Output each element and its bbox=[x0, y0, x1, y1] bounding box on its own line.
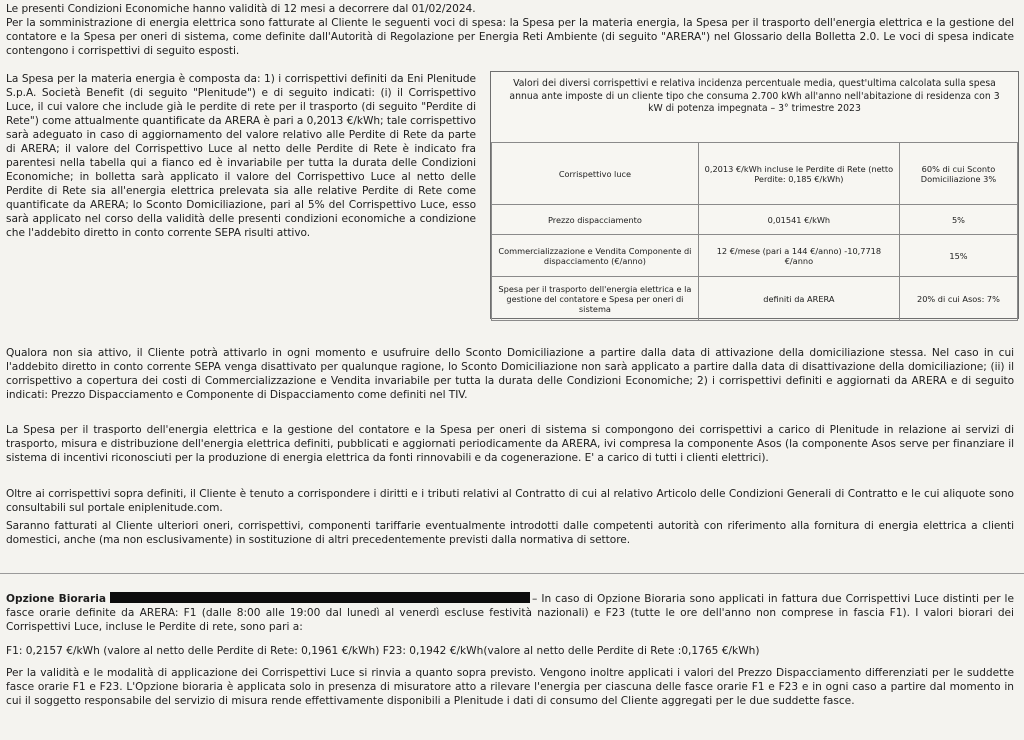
opzione-bioraria-paragraph bbox=[6, 592, 1014, 634]
corrispettivi-table bbox=[491, 142, 1018, 321]
validity-line: Le presenti Condizioni Economiche hanno validità di 12 mesi a decorrere dal 01/02/2024. bbox=[6, 3, 476, 15]
row-value: 0,01541 €/kWh bbox=[698, 205, 899, 235]
intro-paragraph: Per la somministrazione di energia elettrica sono fatturate al Cliente le seguenti voci di spesa: la Spesa per la materia energia, la Spesa per il trasporto dell'energia elettrica e la gestione del contatore e la Spesa per oneri di sistema, come definite dall'Autorità di Regolazione per Energia Reti Ambiente (di seguito "ARERA") nel Glossario della Bolletta 2.0. Le voci di spesa indicate contengono i corrispettivi di seguito esposti. bbox=[6, 17, 1014, 57]
row-value: 0,2013 €/kWh incluse le Perdite di Rete (netto Perdite: 0,185 €/kWh) bbox=[698, 143, 899, 205]
table-row bbox=[492, 205, 1018, 235]
opzione-bioraria-title: Opzione Bioraria bbox=[6, 593, 107, 605]
corrispettivi-table-box bbox=[490, 71, 1019, 319]
table-row bbox=[492, 235, 1018, 277]
tributi-paragraph: Oltre ai corrispettivi sopra definiti, il Cliente è tenuto a corrispondere i diritti e i tributi relativi al Contratto di cui al relativo Articolo delle Condizioni Generali di Contratto e le cui aliquote sono consultabili sul portale eniplenitude.com. bbox=[6, 488, 1014, 514]
row-value: 12 €/mese (pari a 144 €/anno) -10,7718 €/anno bbox=[698, 235, 899, 277]
row-percentage: 20% di cui Asos: 7% bbox=[899, 277, 1017, 321]
materia-energia-paragraph: La Spesa per la materia energia è composta da: 1) i corrispettivi definiti da Eni Plenitude S.p.A. Società Benefit (di seguito "Plenitude") e di seguito indicati: (i) il Corrispettivo Luce, il cui valore che include già le perdite di rete per il trasporto (di seguito "Perdite di Rete") come attualmente quantificate da ARERA è pari a 0,2013 €/kWh; tale corrispettivo sarà adeguato in caso di aggiornamento del valore relativo alle Perdite di Rete da parte di ARERA; il valore del Corrispettivo Luce al netto delle Perdite di Rete è indicato fra parentesi nella tabella qui a fianco ed è invariabile per tutta la durata delle Condizioni Economiche; in bolletta sarà applicato il valore del Corrispettivo Luce al netto delle Perdite di Rete sia all'energia elettrica prelevata sia alle relative Perdite di Rete come quantificate da ARERA; lo Sconto Domiciliazione, pari al 5% del Corrispettivo Luce, esso sarà applicato nel corso della validità delle presenti condizioni economiche a condizione che l'addebito diretto in conto corrente SEPA risulti attivo. bbox=[6, 73, 476, 239]
table-row bbox=[492, 277, 1018, 321]
ulteriori-oneri-paragraph: Saranno fatturati al Cliente ulteriori oneri, corrispettivi, componenti tariffarie eventualmente introdotti dalle competenti autorità con riferimento alla fornitura di energia elettrica a clienti domestici, anche (ma non esclusivamente) in sostituzione di altri precedentemente previsti dalla normativa di settore. bbox=[6, 520, 1014, 546]
row-percentage: 15% bbox=[899, 235, 1017, 277]
table-header-text: Valori dei diversi corrispettivi e relativa incidenza percentuale media, quest'ultima calcolata sulla spesa annua ante imposte di un cliente tipo che consuma 2.700 kWh all'anno nell'abitazione di residenza con 3 kW di potenza impegnata – 3° trimestre 2023 bbox=[509, 78, 1000, 114]
row-percentage: 60% di cui Sconto Domiciliazione 3% bbox=[899, 143, 1017, 205]
section-divider bbox=[0, 573, 1024, 574]
row-label: Spesa per il trasporto dell'energia elettrica e la gestione del contatore e Spesa per oneri di sistema bbox=[492, 277, 699, 321]
redaction-bar bbox=[110, 592, 530, 603]
bioraria-prices: F1: 0,2157 €/kWh (valore al netto delle Perdite di Rete: 0,1961 €/kWh) F23: 0,1942 €/kWh(valore al netto delle Perdite di Rete :0,1765 €/kWh) bbox=[6, 645, 760, 657]
row-label: Corrispettivo luce bbox=[492, 143, 699, 205]
row-value: definiti da ARERA bbox=[698, 277, 899, 321]
trasporto-paragraph: La Spesa per il trasporto dell'energia elettrica e la gestione del contatore e la Spesa per oneri di sistema si compongono dei corrispettivi a carico di Plenitude in relazione ai servizi di trasporto, misura e distribuzione dell'energia elettrica definiti, pubblicati e aggiornati periodicamente da ARERA, ivi compresa la componente Asos (la componente Asos serve per finanziare il sistema di incentivi riconosciuti per la produzione di energia elettrica da fonti rinnovabili e da cogenerazione. E' a carico di tutti i clienti elettrici). bbox=[6, 424, 1014, 464]
bioraria-closing-paragraph: Per la validità e le modalità di applicazione dei Corrispettivi Luce si rinvia a quanto sopra previsto. Vengono inoltre applicati i valori del Prezzo Dispacciamento differenziati per le suddette fasce orarie F1 e F23. L'Opzione bioraria è applicata solo in presenza di misuratore atto a rilevare l'energia per ciascuna delle fasce orarie F1 e F23 e in ogni caso a partire dal momento in cui il soggetto responsabile del servizio di misura rende effettivamente disponibili a Plenitude i dati di consumo del Cliente aggregati per le due suddette fasce. bbox=[6, 667, 1014, 707]
opzione-bioraria-text: – In caso di Opzione Bioraria sono applicati in fattura due Corrispettivi Luce distinti per le fasce orarie definite da ARERA: F1 (dalle 8:00 alle 19:00 dal lunedì al venerdì escluse festività nazionali) e F23 (tutte le ore dell'anno non comprese in fascia F1). I valori biorari dei Corrispettivi Luce, incluse le Perdite di rete, sono pari a: bbox=[6, 593, 1014, 633]
row-label: Prezzo dispacciamento bbox=[492, 205, 699, 235]
row-percentage: 5% bbox=[899, 205, 1017, 235]
table-row bbox=[492, 143, 1018, 205]
table-header bbox=[491, 72, 1018, 142]
row-label: Commercializzazione e Vendita Componente di dispacciamento (€/anno) bbox=[492, 235, 699, 277]
domiciliazione-paragraph: Qualora non sia attivo, il Cliente potrà attivarlo in ogni momento e usufruire dello Sconto Domiciliazione a partire dalla data di attivazione della domiciliazione stessa. Nel caso in cui l'addebito diretto in conto corrente SEPA venga disattivato per qualunque ragione, lo Sconto Domiciliazione non sarà applicato a partire dalla data di disattivazione della domiciliazione; (ii) il corrispettivo a copertura dei costi di Commercializzazione e Vendita invariabile per tutta la durata delle Condizioni Economiche; 2) i corrispettivi definiti e aggiornati da ARERA e di seguito indicati: Prezzo Dispacciamento e Componente di Dispacciamento come definiti nel TIV. bbox=[6, 347, 1014, 401]
